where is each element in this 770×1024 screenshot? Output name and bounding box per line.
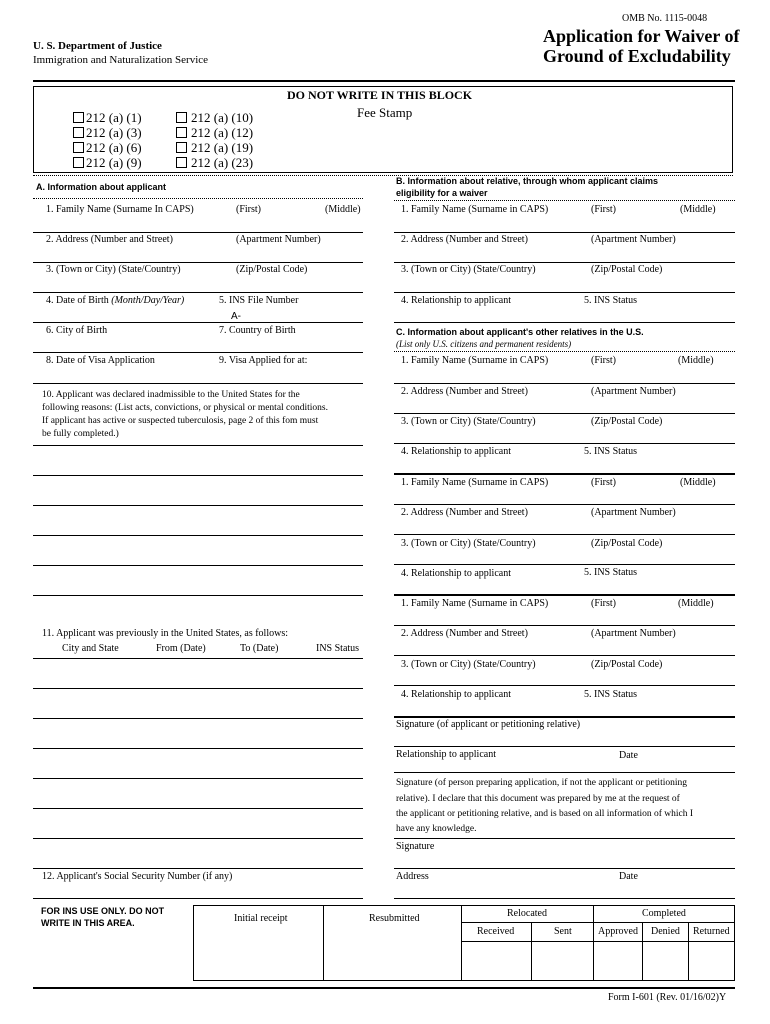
ins-col-sep-2 [461, 905, 462, 981]
a-visa-at-label: 9. Visa Applied for at: [219, 355, 308, 366]
form-id: Form I-601 (Rev. 01/16/02)Y [608, 992, 727, 1003]
a-row1-line[interactable] [33, 232, 363, 233]
a-history-line-6[interactable] [33, 808, 363, 809]
section-b-title-l1: B. Information about relative, through whom applicant claims [396, 176, 659, 186]
c1-middle-label: (Middle) [678, 355, 714, 366]
c3-zip-label: (Zip/Postal Code) [591, 659, 663, 670]
omb-number: OMB No. 1115-0048 [622, 13, 708, 24]
a-ssn-label: 12. Applicant's Social Security Number (if any) [42, 871, 233, 882]
ins-sub-sep-3 [688, 922, 689, 981]
a-history-line-3[interactable] [33, 718, 363, 719]
b-family-name-label: 1. Family Name (Surname in CAPS) [401, 204, 549, 215]
a-reason-line-3[interactable] [33, 505, 363, 506]
c3-apt-label: (Apartment Number) [591, 628, 676, 639]
c3-city-state-label: 3. (Town or City) (State/Country) [401, 659, 536, 670]
section-c-rule [394, 351, 735, 352]
date-label-1: Date [619, 750, 638, 761]
section-c-title-l1: C. Information about applicant's other relatives in the U.S. [396, 327, 644, 337]
a-visa-date-label: 8. Date of Visa Application [46, 355, 155, 366]
c2-address-label: 2. Address (Number and Street) [401, 507, 528, 518]
agency-name: Immigration and Naturalization Service [33, 54, 209, 66]
ins-subheader-rule [461, 922, 735, 923]
a-row4-line[interactable] [33, 322, 363, 323]
section-c-title-l2: (List only U.S. citizens and permanent residents) [396, 339, 572, 349]
a-file-prefix: A- [231, 311, 241, 322]
a-ins-file-label: 5. INS File Number [219, 295, 299, 306]
a-history-line-7[interactable] [33, 838, 363, 839]
ins-received: Received [477, 926, 515, 937]
ins-header-bottom-rule [461, 941, 735, 942]
ins-completed: Completed [642, 908, 686, 919]
c1-city-state-label: 3. (Town or City) (State/Country) [401, 416, 536, 427]
preparer-text-l4: have any knowledge. [396, 824, 477, 834]
b-middle-label: (Middle) [680, 204, 716, 215]
a-middle-label: (Middle) [325, 204, 361, 215]
fee-stamp-label: Fee Stamp [357, 105, 413, 120]
a-country-birth-label: 7. Country of Birth [219, 325, 296, 336]
a-apt-label: (Apartment Number) [236, 234, 321, 245]
c3-row1-line[interactable] [394, 625, 735, 626]
c2-zip-label: (Zip/Postal Code) [591, 538, 663, 549]
c1-address-label: 2. Address (Number and Street) [401, 386, 528, 397]
a-family-name-label: 1. Family Name (Surname In CAPS) [46, 204, 194, 215]
preparer-line [394, 838, 735, 839]
c1-relationship-label: 4. Relationship to applicant [401, 446, 511, 457]
b-row1-line[interactable] [394, 232, 735, 233]
c3-row3-line[interactable] [394, 685, 735, 686]
b-row4-line[interactable] [394, 322, 735, 323]
c2-family-name-label: 1. Family Name (Surname in CAPS) [401, 477, 549, 488]
section-a-rule [33, 198, 363, 199]
sig-applicant-line[interactable] [394, 746, 735, 747]
form-title-line2: Ground of Excludability [543, 46, 731, 66]
ins-sent: Sent [554, 926, 572, 937]
c3-row4-line[interactable] [394, 716, 735, 718]
ins-col-sep-1 [323, 905, 324, 981]
a-reason-line-1[interactable] [33, 445, 363, 446]
a-history-line-5[interactable] [33, 778, 363, 779]
ins-denied: Denied [651, 926, 680, 937]
c3-relationship-label: 4. Relationship to applicant [401, 689, 511, 700]
header-rule [33, 80, 735, 82]
c1-apt-label: (Apartment Number) [591, 386, 676, 397]
sig-applicant-label: Signature (of applicant or petitioning relative) [396, 719, 581, 730]
b-address-label: 2. Address (Number and Street) [401, 234, 528, 245]
a-reason-line-2[interactable] [33, 475, 363, 476]
c2-middle-label: (Middle) [680, 477, 716, 488]
section-b-rule [394, 200, 735, 201]
c3-family-name-label: 1. Family Name (Surname in CAPS) [401, 598, 549, 609]
c1-row2-line[interactable] [394, 413, 735, 414]
section-a-title: A. Information about applicant [36, 182, 166, 192]
b-city-state-label: 3. (Town or City) (State/Country) [401, 264, 536, 275]
c2-relationship-label: 4. Relationship to applicant [401, 568, 511, 579]
b-apt-label: (Apartment Number) [591, 234, 676, 245]
ins-use-label-l1: FOR INS USE ONLY. DO NOT [41, 906, 165, 916]
c2-ins-status-label: 5. INS Status [584, 567, 638, 578]
c2-city-state-label: 3. (Town or City) (State/Country) [401, 538, 536, 549]
a-history-line-1[interactable] [33, 658, 363, 659]
c3-row2-line[interactable] [394, 655, 735, 656]
relationship-label: Relationship to applicant [396, 749, 496, 760]
c3-middle-label: (Middle) [678, 598, 714, 609]
c1-zip-label: (Zip/Postal Code) [591, 416, 663, 427]
ins-relocated: Relocated [507, 908, 547, 919]
preparer-text-l3: the applicant or petitioning relative, and is based on all information of which I [396, 809, 694, 819]
relationship-line[interactable] [394, 772, 735, 773]
c2-row1-line[interactable] [394, 504, 735, 505]
c2-row3-line[interactable] [394, 564, 735, 565]
c1-family-name-label: 1. Family Name (Surname in CAPS) [401, 355, 549, 366]
form-title-line1: Application for Waiver of [543, 26, 740, 46]
b-row2-line[interactable] [394, 262, 735, 263]
c1-ins-status-label: 5. INS Status [584, 446, 638, 457]
c3-ins-status-label: 5. INS Status [584, 689, 638, 700]
a-row6-line[interactable] [33, 383, 363, 384]
block-title: DO NOT WRITE IN THIS BLOCK [287, 88, 473, 102]
a-inadmissible-l4: be fully completed.) [42, 429, 119, 439]
c1-row3-line[interactable] [394, 443, 735, 444]
department-name: U. S. Department of Justice [33, 40, 162, 52]
a-dob-label: 4. Date of Birth (Month/Day/Year) [46, 295, 185, 306]
ins-sub-sep-2 [642, 922, 643, 981]
a-reason-line-4[interactable] [33, 535, 363, 536]
b-row3-line[interactable] [394, 292, 735, 293]
section-b-title-l2: eligibility for a waiver [396, 188, 488, 198]
b-first-label: (First) [591, 204, 616, 215]
a-history-line-2[interactable] [33, 688, 363, 689]
preparer-signature-label: Signature [396, 841, 435, 852]
a-inadmissible-l1: 10. Applicant was declared inadmissible to the United States for the [42, 390, 300, 400]
b-relationship-label: 4. Relationship to applicant [401, 295, 511, 306]
preparer-signature-line[interactable] [394, 868, 735, 869]
c3-first-label: (First) [591, 598, 616, 609]
a-reason-line-6[interactable] [33, 595, 363, 596]
a-city-state-label: 3. (Town or City) (State/Country) [46, 264, 181, 275]
a-row3-line[interactable] [33, 292, 363, 293]
b-ins-status-label: 5. INS Status [584, 295, 638, 306]
c1-row1-line[interactable] [394, 383, 735, 384]
a-previous-us-label: 11. Applicant was previously in the United States, as follows: [42, 628, 288, 639]
b-zip-label: (Zip/Postal Code) [591, 264, 663, 275]
a-inadmissible-l3: If applicant has active or suspected tuberculosis, page 2 of this fom must [42, 416, 319, 426]
a-history-line-4[interactable] [33, 748, 363, 749]
preparer-address-line[interactable] [394, 898, 735, 899]
c2-apt-label: (Apartment Number) [591, 507, 676, 518]
a-row2-line[interactable] [33, 262, 363, 263]
ins-col-sep-3 [593, 905, 594, 981]
date-label-2: Date [619, 871, 638, 882]
c1-row4-line[interactable] [394, 473, 735, 475]
a-col-to: To (Date) [240, 643, 279, 654]
preparer-address-label: Address [396, 871, 429, 882]
ins-initial-receipt: Initial receipt [234, 913, 288, 924]
a-address-label: 2. Address (Number and Street) [46, 234, 173, 245]
ins-approved: Approved [598, 926, 638, 937]
a-col-ins-status: INS Status [316, 643, 360, 654]
a-row5-line[interactable] [33, 352, 363, 353]
c3-address-label: 2. Address (Number and Street) [401, 628, 528, 639]
c2-row4-line[interactable] [394, 594, 735, 596]
a-history-line-8[interactable] [33, 868, 363, 869]
a-first-label: (First) [236, 204, 261, 215]
a-inadmissible-l2: following reasons: (List acts, convictions, or physical or mental conditions. [42, 403, 329, 413]
a-city-birth-label: 6. City of Birth [46, 325, 108, 336]
c2-first-label: (First) [591, 477, 616, 488]
ins-sub-sep-1 [531, 922, 532, 981]
ins-use-label-l2: WRITE IN THIS AREA. [41, 918, 135, 928]
preparer-text-l2: relative). I declare that this document was prepared by me at the request of [396, 794, 680, 804]
footer-rule [33, 987, 735, 989]
a-zip-label: (Zip/Postal Code) [236, 264, 308, 275]
a-reason-line-5[interactable] [33, 565, 363, 566]
ins-resubmitted: Resubmitted [369, 913, 420, 924]
c2-row2-line[interactable] [394, 534, 735, 535]
a-ssn-line[interactable] [33, 898, 363, 899]
a-col-from: From (Date) [156, 643, 206, 654]
ins-returned: Returned [693, 926, 730, 937]
c1-first-label: (First) [591, 355, 616, 366]
a-col-city-state: City and State [62, 643, 119, 654]
preparer-text-l1: Signature (of person preparing application, if not the applicant or petitioning [396, 778, 687, 788]
